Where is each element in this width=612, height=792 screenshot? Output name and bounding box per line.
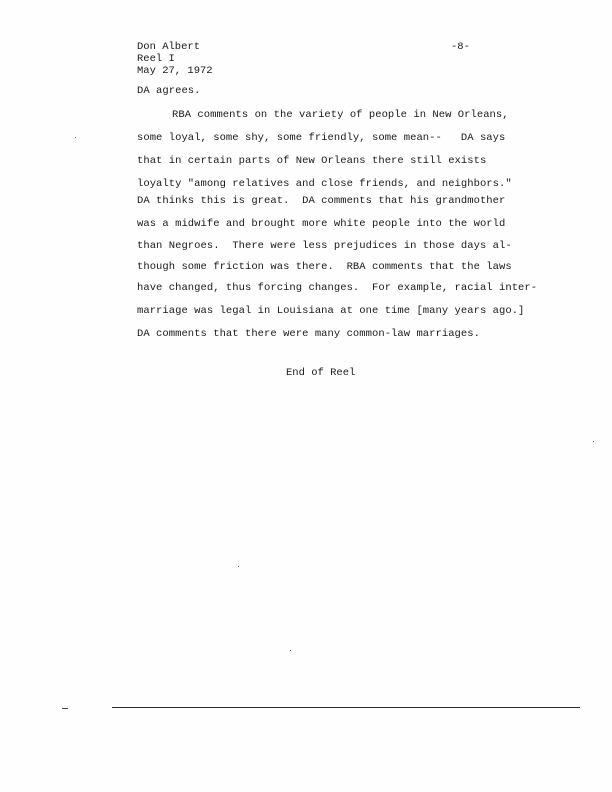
transcript-line: DA comments that there were many common-law marriages. <box>137 328 480 340</box>
scan-speck <box>290 650 291 651</box>
scan-speck <box>593 441 594 442</box>
end-of-reel-note: End of Reel <box>286 367 356 379</box>
transcript-line: than Negroes. There were less prejudices in those days al- <box>137 240 512 252</box>
reel-label: Reel I <box>137 53 175 65</box>
transcript-line: that in certain parts of New Orleans there still exists <box>137 155 487 167</box>
scan-speck <box>75 137 76 138</box>
transcript-line: some loyal, some shy, some friendly, some mean-- DA says <box>137 132 506 144</box>
bottom-rule-line <box>112 707 580 708</box>
transcript-line: loyalty "among relatives and close friends, and neighbors." <box>137 178 512 190</box>
transcript-line: marriage was legal in Louisiana at one time [many years ago.] <box>137 305 525 317</box>
scan-mark <box>62 708 68 709</box>
transcript-line: DA thinks this is great. DA comments that his grandmother <box>137 195 506 207</box>
scan-speck <box>238 566 239 567</box>
transcript-line: RBA comments on the variety of people in New Orleans, <box>172 109 509 121</box>
interviewee-name: Don Albert <box>137 41 201 53</box>
transcript-line: was a midwife and brought more white people into the world <box>137 218 506 230</box>
transcript-line: DA agrees. <box>137 85 201 97</box>
page-number: -8- <box>451 41 470 53</box>
transcript-line: have changed, thus forcing changes. For example, racial inter- <box>137 282 538 294</box>
interview-date: May 27, 1972 <box>137 65 213 77</box>
transcript-line: though some friction was there. RBA comments that the laws <box>137 261 512 273</box>
